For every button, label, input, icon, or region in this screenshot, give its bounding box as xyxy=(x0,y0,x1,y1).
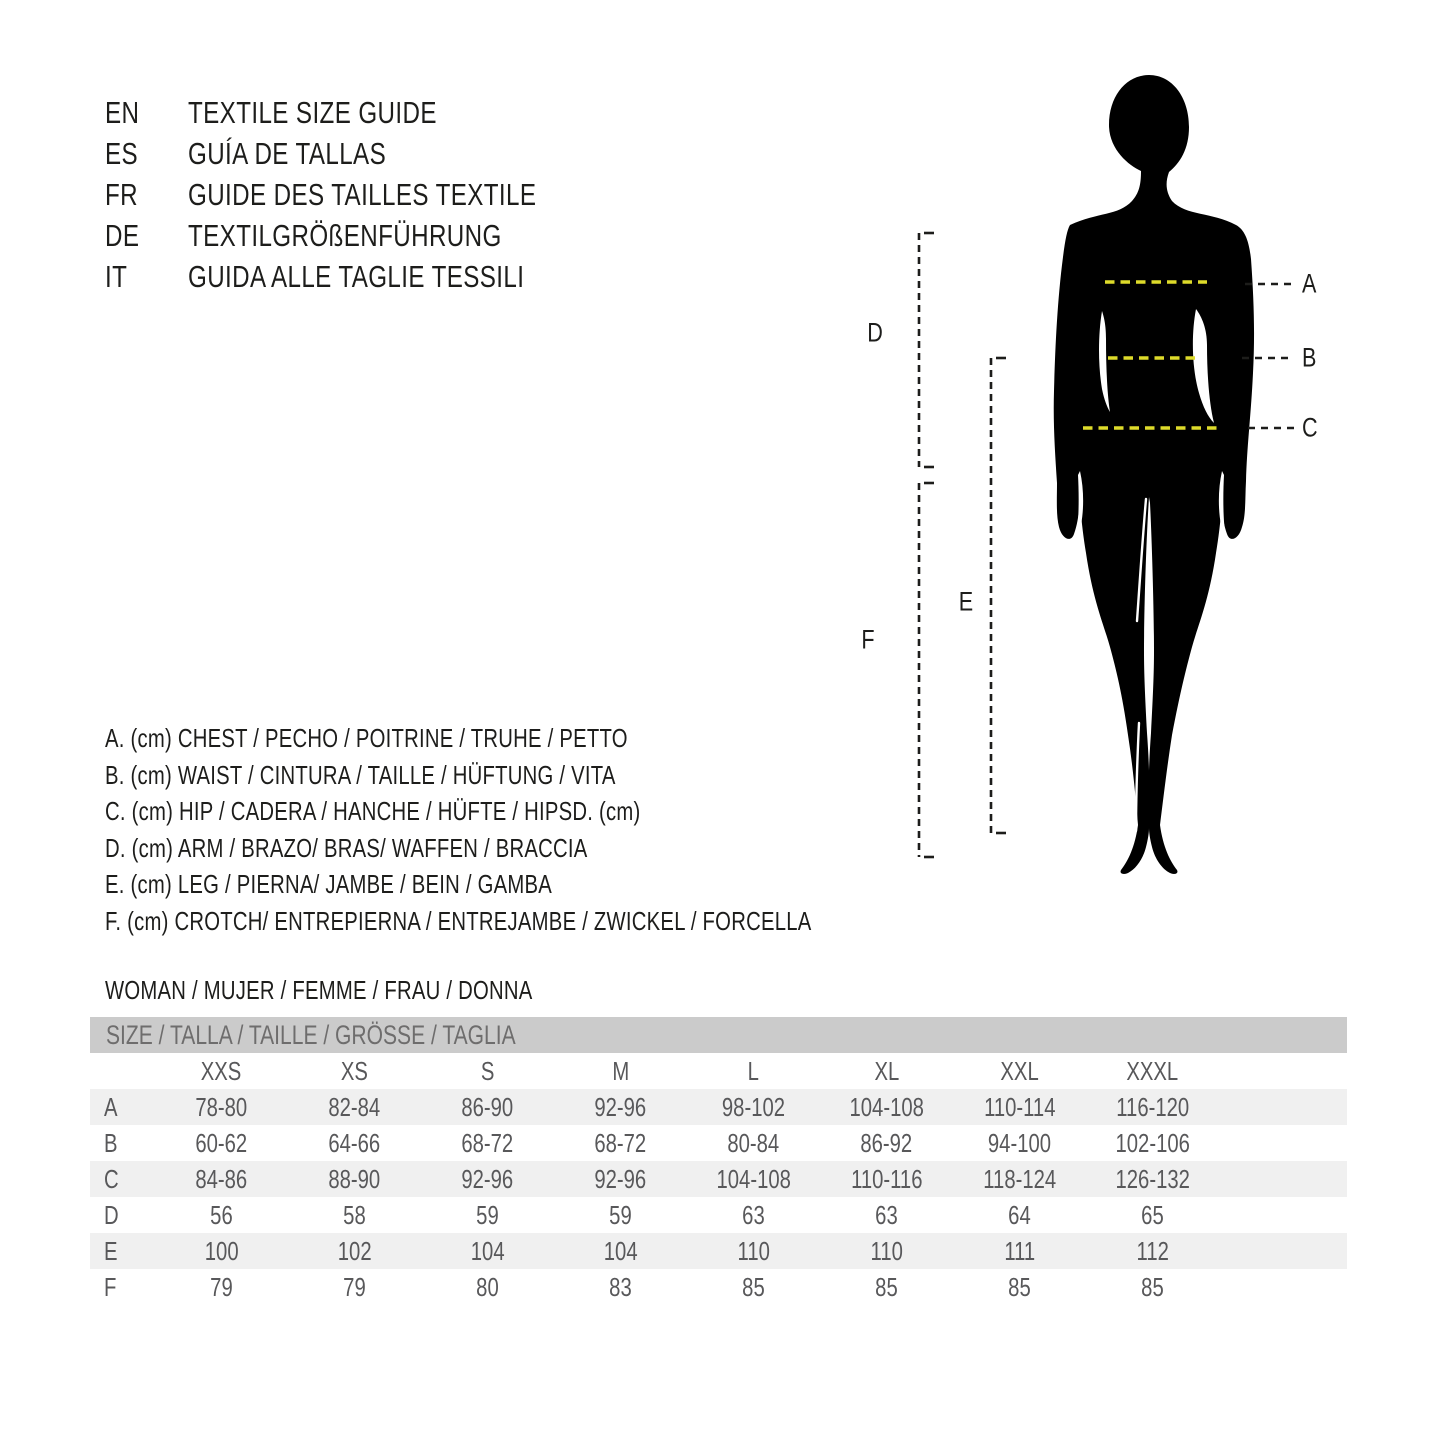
language-row xyxy=(105,256,635,297)
cell: 110-114 xyxy=(983,1092,1056,1122)
guide-title: TEXTILGRÖßENFÜHRUNG xyxy=(188,218,502,253)
cell: 59 xyxy=(476,1200,499,1230)
cell: 92-96 xyxy=(594,1164,647,1194)
cell: 116-120 xyxy=(1116,1092,1189,1122)
cell: 86-92 xyxy=(860,1128,913,1158)
language-row xyxy=(105,174,635,215)
size-col-m: M xyxy=(612,1056,629,1086)
figure-label-hip: C xyxy=(1302,412,1318,443)
language-row xyxy=(105,133,635,174)
cell: 80 xyxy=(476,1272,499,1302)
cell: 68-72 xyxy=(461,1128,514,1158)
cell: 85 xyxy=(1008,1272,1031,1302)
figure-label-arm: D xyxy=(867,317,883,348)
language-row xyxy=(105,215,635,256)
label-leader-lines xyxy=(1242,284,1294,428)
guide-title: GUIDA ALLE TAGLIE TESSILI xyxy=(188,259,525,294)
figure-label-crotch: F xyxy=(861,624,875,655)
cell: 80-84 xyxy=(727,1128,780,1158)
legend-line-arm: D. (cm) ARM / BRAZO/ BRAS/ WAFFEN / BRACCIA xyxy=(105,832,588,863)
table-row-chest xyxy=(90,1089,1347,1125)
cell: 56 xyxy=(210,1200,233,1230)
cell: 110-116 xyxy=(850,1164,923,1194)
cell: 98-102 xyxy=(721,1092,786,1122)
language-code: DE xyxy=(105,218,140,253)
cell: 111 xyxy=(1004,1236,1035,1266)
figure-label-leg: E xyxy=(958,586,974,617)
language-title-block xyxy=(105,92,635,297)
cell: 82-84 xyxy=(328,1092,381,1122)
size-table-header: SIZE / TALLA / TAILLE / GRÖSSE / TAGLIA xyxy=(90,1017,1347,1053)
cell: 126-132 xyxy=(1115,1164,1190,1194)
cell: 78-80 xyxy=(195,1092,248,1122)
cell: 102-106 xyxy=(1115,1128,1190,1158)
size-col-xl: XL xyxy=(874,1056,899,1086)
table-row-waist xyxy=(90,1125,1347,1161)
cell: 94-100 xyxy=(987,1128,1052,1158)
cell: 104 xyxy=(470,1236,505,1266)
size-labels-row xyxy=(90,1053,1347,1089)
size-col-xxs: XXS xyxy=(201,1056,242,1086)
gender-heading: WOMAN / MUJER / FEMME / FRAU / DONNA xyxy=(105,975,533,1005)
cell: 110 xyxy=(870,1236,903,1266)
legend-line-leg: E. (cm) LEG / PIERNA/ JAMBE / BEIN / GAMBA xyxy=(105,869,553,899)
cell: 104-108 xyxy=(849,1092,924,1122)
cell: 86-90 xyxy=(461,1092,514,1122)
arm-measure-line-d xyxy=(919,233,934,467)
size-col-s: S xyxy=(480,1056,495,1086)
cell: 63 xyxy=(875,1200,898,1230)
cell: 65 xyxy=(1141,1200,1164,1230)
table-row-arm xyxy=(90,1197,1347,1233)
cell: 68-72 xyxy=(594,1128,647,1158)
cell: 100 xyxy=(204,1236,239,1266)
cell: 102 xyxy=(337,1236,372,1266)
table-row-hip xyxy=(90,1161,1347,1197)
figure-label-chest: A xyxy=(1302,268,1317,299)
figure-label-waist: B xyxy=(1302,342,1317,373)
legend-line-chest: A. (cm) CHEST / PECHO / POITRINE / TRUHE / PETTO xyxy=(105,723,628,753)
language-row xyxy=(105,92,635,133)
cell: 92-96 xyxy=(594,1092,647,1122)
language-code: EN xyxy=(105,95,140,130)
cell: 60-62 xyxy=(195,1128,248,1158)
size-col-l: L xyxy=(747,1056,760,1086)
guide-title: TEXTILE SIZE GUIDE xyxy=(188,95,437,130)
row-label: A xyxy=(104,1092,118,1122)
row-label: C xyxy=(104,1164,119,1194)
cell: 64-66 xyxy=(328,1128,381,1158)
cell: 85 xyxy=(742,1272,765,1302)
size-col-xs: XS xyxy=(340,1056,369,1086)
cell: 112 xyxy=(1136,1236,1169,1266)
legend-line-hip: C. (cm) HIP / CADERA / HANCHE / HÜFTE / HIPSD. (cm) xyxy=(105,796,641,826)
legend-line-waist: B. (cm) WAIST / CINTURA / TAILLE / HÜFTUNG / VITA xyxy=(105,759,616,790)
cell: 63 xyxy=(742,1200,765,1230)
row-label: E xyxy=(104,1236,118,1266)
cell: 83 xyxy=(609,1272,632,1302)
row-label: F xyxy=(104,1272,117,1302)
cell: 85 xyxy=(1141,1272,1164,1302)
leg-measure-line-e xyxy=(991,358,1006,833)
size-table xyxy=(90,1017,1347,1305)
cell: 79 xyxy=(210,1272,233,1302)
row-label: D xyxy=(104,1200,119,1230)
crotch-measure-line-f xyxy=(919,483,934,857)
language-code: ES xyxy=(105,136,139,171)
size-col-xxxl: XXXL xyxy=(1126,1056,1179,1086)
cell: 84-86 xyxy=(195,1164,248,1194)
cell: 79 xyxy=(343,1272,366,1302)
cell: 92-96 xyxy=(461,1164,514,1194)
table-row-leg xyxy=(90,1233,1347,1269)
cell: 88-90 xyxy=(328,1164,381,1194)
cell: 64 xyxy=(1008,1200,1031,1230)
cell: 85 xyxy=(875,1272,898,1302)
language-code: FR xyxy=(105,177,139,212)
language-code: IT xyxy=(105,259,128,294)
cell: 58 xyxy=(343,1200,366,1230)
highlight-measure-lines xyxy=(1083,282,1217,428)
row-label: B xyxy=(104,1128,118,1158)
guide-title: GUIDE DES TAILLES TEXTILE xyxy=(188,177,537,212)
cell: 104-108 xyxy=(716,1164,791,1194)
table-row-crotch xyxy=(90,1269,1347,1305)
legend-line-crotch: F. (cm) CROTCH/ ENTREPIERNA / ENTREJAMBE / ZWICKEL / FORCELLA xyxy=(105,905,812,936)
cell: 110 xyxy=(737,1236,770,1266)
cell: 118-124 xyxy=(983,1164,1056,1194)
figure-area xyxy=(830,60,1430,900)
size-col-xxl: XXL xyxy=(1000,1056,1039,1086)
cell: 59 xyxy=(609,1200,632,1230)
cell: 104 xyxy=(603,1236,638,1266)
guide-title: GUÍA DE TALLAS xyxy=(188,136,387,171)
measurement-lines xyxy=(830,60,1430,900)
